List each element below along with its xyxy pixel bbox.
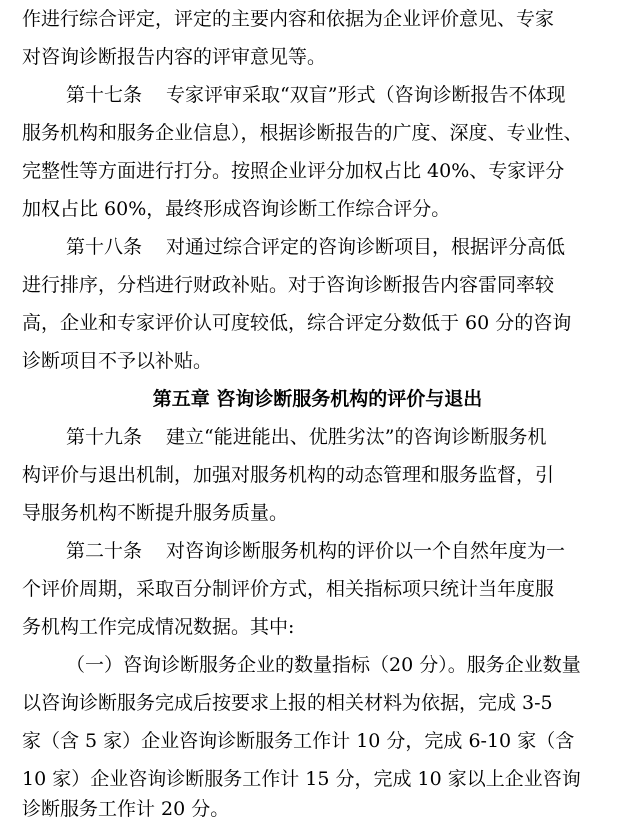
line-text: 加权占比 60%，最终形成咨询诊断工作综合评分。 bbox=[22, 198, 451, 220]
line-text: 10 家）企业咨询诊断服务工作计 15 分，完成 10 家以上企业咨询 bbox=[22, 768, 581, 790]
article-label: 第二十条 bbox=[66, 540, 143, 562]
article-18-line bbox=[0, 228, 635, 266]
article-label: 第十七条 bbox=[66, 84, 143, 106]
line-text: 建立“能进能出、优胜劣汰”的咨询诊断服务机 bbox=[166, 426, 547, 448]
line-text: 诊断服务工作计 20 分。 bbox=[22, 798, 230, 820]
article-label: 第十九条 bbox=[66, 426, 143, 448]
paragraph-line bbox=[0, 190, 635, 228]
line-text: 务机构工作完成情况数据。其中: bbox=[22, 616, 295, 638]
line-text: 专家评审采取“双盲”形式（咨询诊断报告不体现 bbox=[166, 84, 566, 106]
line-text: 对通过综合评定的咨询诊断项目，根据评分高低 bbox=[166, 236, 566, 258]
paragraph-line bbox=[0, 570, 635, 608]
line-text: 构评价与退出机制，加强对服务机构的动态管理和服务监督，引 bbox=[22, 464, 555, 486]
paragraph-line bbox=[0, 684, 635, 722]
article-20-line bbox=[0, 532, 635, 570]
article-17-line bbox=[0, 76, 635, 114]
paragraph-line bbox=[0, 304, 635, 342]
clause-1-line bbox=[0, 646, 635, 684]
line-text: 对咨询诊断服务机构的评价以一个自然年度为一 bbox=[166, 540, 566, 562]
paragraph-line bbox=[0, 790, 635, 828]
paragraph-line bbox=[0, 0, 635, 38]
paragraph-line bbox=[0, 114, 635, 152]
line-text: 对咨询诊断报告内容的评审意见等。 bbox=[22, 46, 327, 68]
paragraph-line bbox=[0, 722, 635, 760]
line-text: 高，企业和专家评价认可度较低，综合评定分数低于 60 分的咨询 bbox=[22, 312, 572, 334]
paragraph-line bbox=[0, 494, 635, 532]
paragraph-line bbox=[0, 266, 635, 304]
line-text: 以咨询诊断服务完成后按要求上报的相关材料为依据，完成 3-5 bbox=[22, 692, 553, 714]
line-text: 个评价周期，采取百分制评价方式，相关指标项只统计当年度服 bbox=[22, 578, 555, 600]
article-19-line bbox=[0, 418, 635, 456]
line-text: 导服务机构不断提升服务质量。 bbox=[22, 502, 289, 524]
line-text: 诊断项目不予以补贴。 bbox=[22, 350, 213, 372]
article-label: 第十八条 bbox=[66, 236, 143, 258]
line-text: 完整性等方面进行打分。按照企业评分加权占比 40%、专家评分 bbox=[22, 160, 565, 182]
line-text: 进行排序，分档进行财政补贴。对于咨询诊断报告内容雷同率较 bbox=[22, 274, 555, 296]
paragraph-line bbox=[0, 152, 635, 190]
line-text: （一）咨询诊断服务企业的数量指标（20 分）。服务企业数量 bbox=[66, 654, 581, 676]
chapter-heading bbox=[0, 380, 635, 418]
chapter-title: 第五章 咨询诊断服务机构的评价与退出 bbox=[152, 388, 483, 410]
line-text: 家（含 5 家）企业咨询诊断服务工作计 10 分，完成 6-10 家（含 bbox=[22, 730, 575, 752]
line-text: 作进行综合评定，评定的主要内容和依据为企业评价意见、专家 bbox=[22, 8, 555, 30]
line-text: 服务机构和服务企业信息），根据诊断报告的广度、深度、专业性、 bbox=[22, 122, 583, 144]
paragraph-line bbox=[0, 342, 635, 380]
paragraph-line bbox=[0, 38, 635, 76]
paragraph-line bbox=[0, 608, 635, 646]
paragraph-line bbox=[0, 456, 635, 494]
